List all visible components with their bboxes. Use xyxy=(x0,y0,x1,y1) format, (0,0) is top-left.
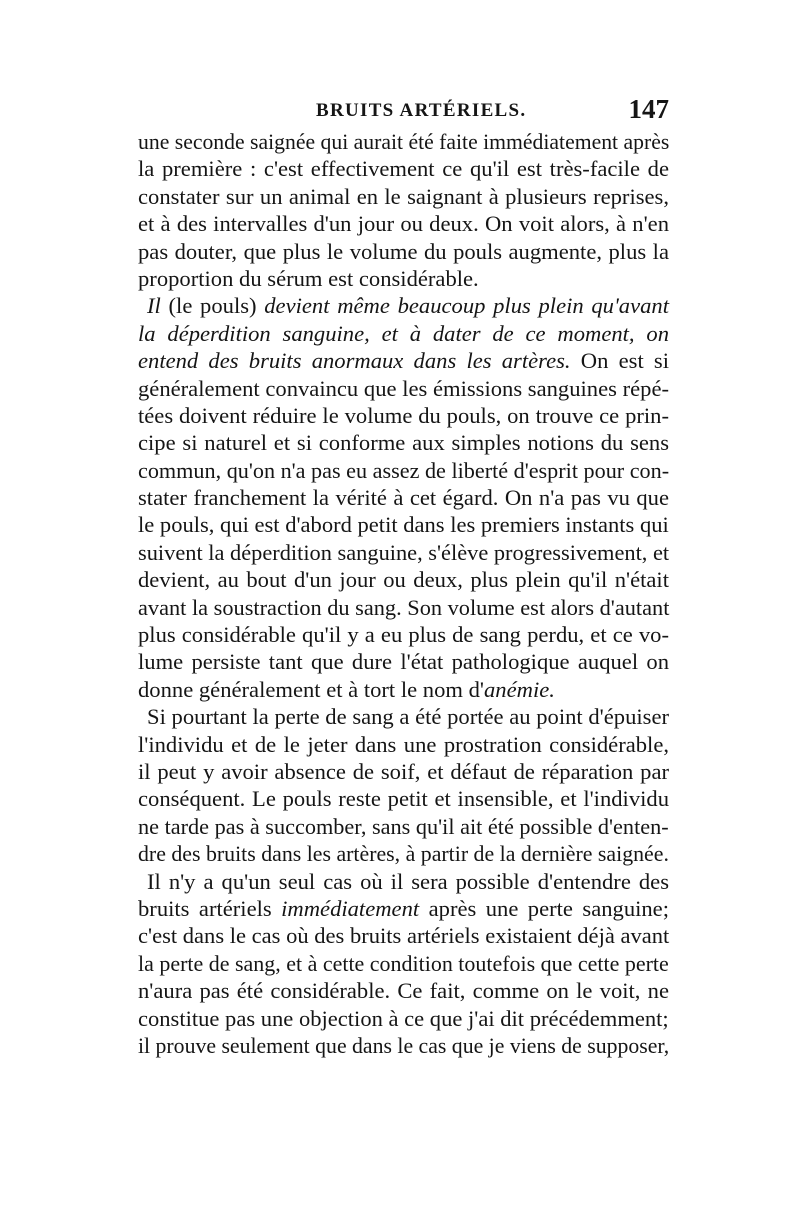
text-line xyxy=(138,922,669,949)
text-segment: et à des intervalles d'un jour ou deux. On voit alors, à n'en xyxy=(138,211,669,237)
page-header xyxy=(138,94,669,128)
italic-text-segment: devient même beaucoup plus plein qu'avant xyxy=(264,293,669,319)
text-line xyxy=(138,292,669,319)
text-line xyxy=(138,676,669,703)
text-segment: conséquent. Le pouls reste petit et insensible, et l'individu xyxy=(138,786,669,812)
italic-text-segment: la déperdition sanguine, et à dater de ce moment, on xyxy=(138,320,669,346)
text-line xyxy=(138,758,669,785)
text-segment: pas douter, que plus le volume du pouls augmente, plus la xyxy=(138,238,669,264)
text-line xyxy=(138,840,669,867)
text-segment: dre des bruits dans les artères, à partir de la dernière saignée. xyxy=(138,841,669,867)
text-segment: (le pouls) xyxy=(160,293,265,319)
text-segment: ne tarde pas à succomber, sans qu'il ait été possible d'enten- xyxy=(138,813,669,839)
text-segment: le pouls, qui est d'abord petit dans les premiers instants qui xyxy=(138,512,669,538)
text-line xyxy=(138,210,669,237)
text-line xyxy=(138,1032,669,1059)
text-line xyxy=(138,128,669,155)
text-line xyxy=(138,155,669,182)
text-line xyxy=(138,813,669,840)
text-segment: une seconde saignée qui aurait été faite immédiatement après xyxy=(138,129,670,154)
text-line xyxy=(138,320,669,347)
italic-text-segment: anémie. xyxy=(484,676,555,702)
italic-text-segment: Il xyxy=(147,293,161,319)
text-segment: avant la soustraction du sang. Son volume est alors d'autant xyxy=(138,594,670,620)
text-line xyxy=(138,347,669,374)
text-segment: l'individu et de le jeter dans une prostration considérable, xyxy=(138,731,669,757)
text-segment: bruits artériels xyxy=(138,895,282,921)
text-segment: tées doivent réduire le volume du pouls, on trouve ce prin- xyxy=(138,402,669,428)
text-segment: Si pourtant la perte de sang a été portée au point d'épuiser xyxy=(147,704,669,730)
text-segment: Il n'y a qu'un seul cas où il sera possible d'entendre des xyxy=(147,868,669,894)
text-segment: lume persiste tant que dure l'état pathologique auquel on xyxy=(138,649,669,675)
italic-text-segment: entend des bruits anormaux dans les artères. xyxy=(138,348,571,374)
text-segment: il peut y avoir absence de soif, et défaut de réparation par xyxy=(138,758,669,784)
text-segment: stater franchement la vérité à cet égard. On n'a pas vu que xyxy=(138,485,669,511)
text-line xyxy=(138,375,669,402)
running-title: BRUITS ARTÉRIELS. xyxy=(316,100,527,121)
text-segment: la perte de sang, et à cette condition toutefois que cette perte xyxy=(138,950,669,976)
text-line xyxy=(138,731,669,758)
text-segment: donne généralement et à tort le nom d' xyxy=(138,676,484,702)
text-segment: généralement convaincu que les émissions sanguines répé- xyxy=(138,375,669,401)
text-line xyxy=(138,402,669,429)
text-line xyxy=(138,429,669,456)
text-line xyxy=(138,703,669,730)
text-line xyxy=(138,950,669,977)
text-line xyxy=(138,566,669,593)
text-line xyxy=(138,1005,669,1032)
text-line xyxy=(138,868,669,895)
text-segment: il prouve seulement que dans le cas que je viens de supposer, xyxy=(138,1032,670,1058)
text-line xyxy=(138,621,669,648)
body-text xyxy=(138,128,669,1059)
text-segment: après une perte sanguine; xyxy=(419,895,669,921)
text-segment: la première : c'est effectivement ce qu'il est très-facile de xyxy=(138,156,669,182)
text-segment: proportion du sérum est considérable. xyxy=(138,265,479,291)
text-segment: commun, qu'on n'a pas eu assez de liberté d'esprit pour con- xyxy=(138,457,670,483)
text-line xyxy=(138,183,669,210)
text-segment: n'aura pas été considérable. Ce fait, comme on le voit, ne xyxy=(138,978,669,1004)
text-line xyxy=(138,511,669,538)
text-segment: plus considérable qu'il y a eu plus de sang perdu, et ce vo- xyxy=(138,622,669,648)
text-line xyxy=(138,265,669,292)
text-segment: c'est dans le cas où des bruits artériels existaient déjà avant xyxy=(138,923,670,949)
text-line xyxy=(138,895,669,922)
text-line xyxy=(138,785,669,812)
text-line xyxy=(138,648,669,675)
italic-text-segment: immédiatement xyxy=(281,895,420,921)
text-line xyxy=(138,238,669,265)
page-number: 147 xyxy=(628,94,669,124)
text-line xyxy=(138,457,669,484)
text-segment: devient, au bout d'un jour ou deux, plus plein qu'il n'était xyxy=(138,567,669,593)
text-segment: suivent la déperdition sanguine, s'élève progressivement, et xyxy=(138,539,670,565)
text-segment: On est si xyxy=(570,348,669,374)
text-line xyxy=(138,594,669,621)
text-line xyxy=(138,977,669,1004)
text-line xyxy=(138,539,669,566)
text-line xyxy=(138,484,669,511)
text-segment: constater sur un animal en le saignant à plusieurs reprises, xyxy=(138,183,669,209)
text-segment: constitue pas une objection à ce que j'ai dit précédemment; xyxy=(138,1005,669,1031)
text-segment: cipe si naturel et si conforme aux simples notions du sens xyxy=(138,430,669,456)
